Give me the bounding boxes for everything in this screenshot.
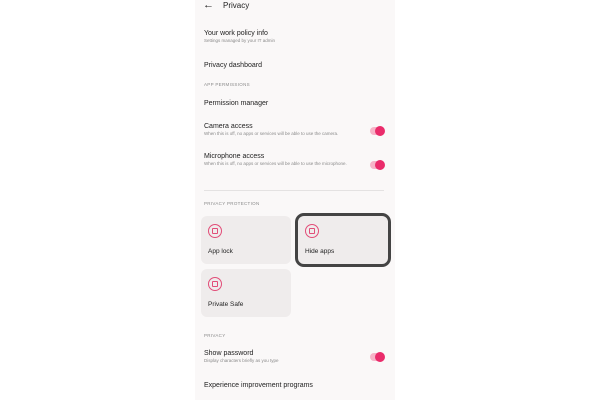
camera-access-toggle[interactable] [370, 127, 384, 135]
lock-app-icon [208, 224, 222, 238]
privacy-dashboard-item[interactable] [204, 61, 384, 70]
privacy-dashboard-title: Privacy dashboard [204, 62, 262, 69]
app-lock-label: App lock [208, 248, 233, 255]
work-policy-title: Your work policy info [204, 30, 268, 37]
work-policy-subtitle: Settings managed by your IT admin [204, 38, 275, 43]
toggle-knob [375, 352, 385, 362]
microphone-access-toggle[interactable] [370, 161, 384, 169]
toggle-knob [375, 126, 385, 136]
divider [204, 190, 384, 191]
microphone-access-subtitle: When this is off, no apps or services will be able to use the microphone. [204, 161, 347, 166]
camera-access-item[interactable] [204, 122, 354, 137]
show-password-item[interactable] [204, 349, 354, 364]
privacy-protection-header: PRIVACY PROTECTION [204, 201, 260, 206]
app-permissions-header: APP PERMISSIONS [204, 82, 250, 87]
work-policy-item[interactable] [204, 29, 384, 44]
experience-programs-title: Experience improvement programs [204, 382, 313, 389]
hide-apps-icon [305, 224, 319, 238]
microphone-access-item[interactable] [204, 152, 349, 167]
show-password-subtitle: Display characters briefly as you type [204, 358, 279, 363]
page-title: Privacy [223, 1, 250, 10]
hide-apps-label: Hide apps [305, 248, 335, 255]
private-safe-label: Private Safe [208, 301, 244, 308]
permission-manager-title: Permission manager [204, 100, 269, 107]
show-password-title: Show password [204, 350, 254, 357]
privacy-screen [195, 0, 395, 400]
permission-manager-item[interactable] [204, 99, 384, 108]
experience-programs-item[interactable] [204, 381, 384, 390]
header [195, 0, 395, 14]
hide-apps-card[interactable] [298, 216, 388, 264]
back-arrow-icon[interactable]: ← [203, 0, 214, 11]
camera-access-title: Camera access [204, 123, 253, 130]
toggle-knob [375, 160, 385, 170]
private-safe-card[interactable] [201, 269, 291, 317]
camera-access-subtitle: When this is off, no apps or services will be able to use the camera. [204, 131, 339, 136]
app-lock-card[interactable] [201, 216, 291, 264]
privacy-header: PRIVACY [204, 333, 226, 338]
safe-icon [208, 277, 222, 291]
microphone-access-title: Microphone access [204, 153, 265, 160]
show-password-toggle[interactable] [370, 353, 384, 361]
